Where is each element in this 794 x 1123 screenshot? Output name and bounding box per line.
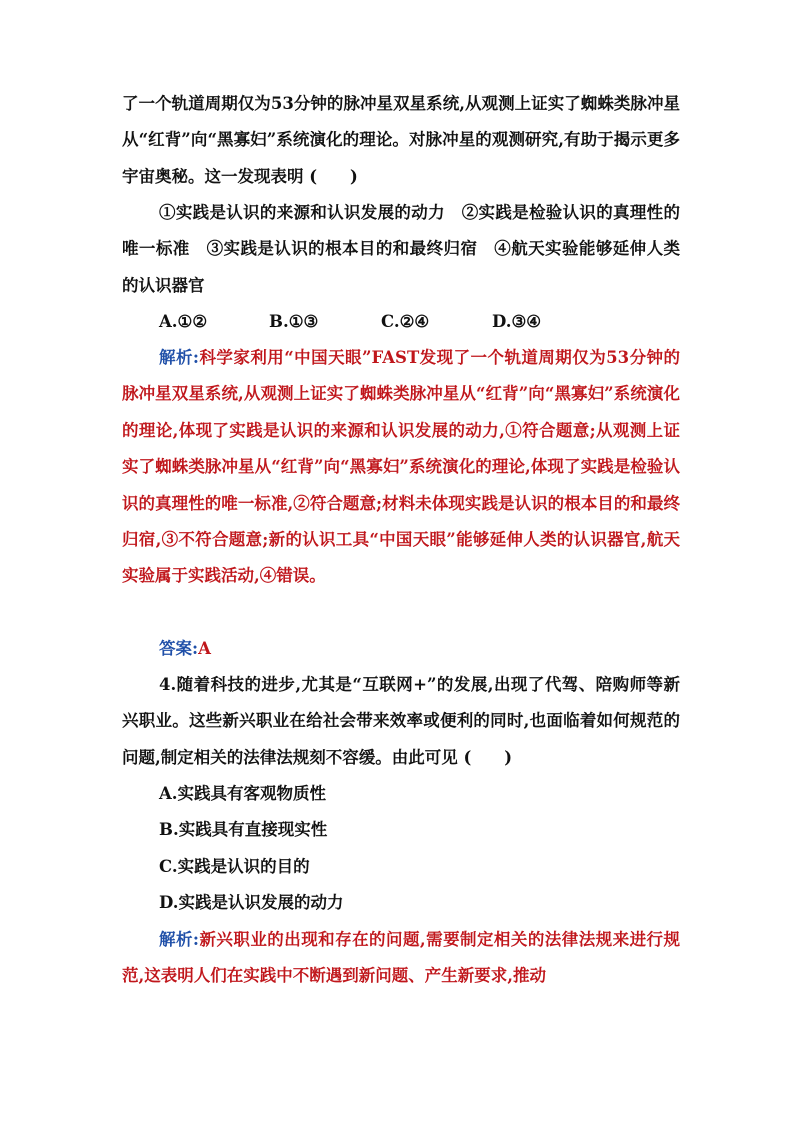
question-3-analysis-text: 科学家利用“中国天眼”FAST发现了一个轨道周期仅为53分钟的脉冲星双星系统,从观测上证实了蜘蛛类脉冲星从“红背”向“黑寡妇”系统演化的理论,体现了实践是认识的来源和认识发展的动力,①符合题意;从观测上证实了蜘蛛类脉冲星从“红背”向“黑寡妇”系统演化的理论,体现了实践是检验认识的真理性的唯一标准,②符合题意;材料未体现实践是认识的根本目的和最终归宿,③不符合题意;新的认识工具“中国天眼”能够延伸人类的认识器官,航天实验属于实践活动,④错误。 [122, 348, 680, 586]
question-4-choice-d: D.实践是认识发展的动力 [159, 893, 344, 913]
question-4-choices [122, 776, 680, 922]
question-4-stem [122, 667, 680, 776]
question-3-analysis [122, 340, 680, 595]
question-3-answer-value: A [198, 639, 211, 658]
question-4-choice-c: C.实践是认识的目的 [159, 856, 310, 876]
question-4-analysis-label: 解析: [159, 930, 200, 949]
analysis-indent [122, 348, 159, 367]
question-3-statements-text: ①实践是认识的来源和认识发展的动力 ②实践是检验认识的真理性的唯一标准 ③实践是认识的根本目的和最终归宿 ④航天实验能够延伸人类的认识器官 [122, 203, 680, 295]
question-4-stem-text: 4.随着科技的进步,尤其是“互联网+”的发展,出现了代驾、陪购师等新兴职业。这些新兴职业在给社会带来效率或便利的同时,也面临着如何规范的问题,制定相关的法律法规刻不容缓。由此可见 ( ) [122, 675, 680, 767]
question-3-choice-c: C.②④ [381, 312, 430, 331]
question-3-choice-a: A.①② [159, 312, 208, 331]
question-3-analysis-label: 解析: [159, 348, 199, 367]
question-4-choice-a: A.实践具有客观物质性 [159, 784, 327, 803]
question-3-choice-d: D.③④ [492, 312, 542, 331]
question-3-choices [122, 304, 680, 340]
question-3-answer [122, 631, 680, 667]
question-3-answer-label: 答案: [159, 639, 199, 658]
question-4-analysis [122, 922, 680, 995]
analysis-indent [122, 930, 159, 949]
question-3-statements [122, 195, 680, 304]
question-3-choice-row [122, 304, 680, 340]
question-4-analysis-text: 新兴职业的出现和存在的问题,需要制定相关的法律法规来进行规范,这表明人们在实践中不断遇到新问题、产生新要求,推动 [122, 930, 681, 986]
question-3-stem-text: 了一个轨道周期仅为53分钟的脉冲星双星系统,从观测上证实了蜘蛛类脉冲星从“红背”向“黑寡妇”系统演化的理论。对脉冲星的观测研究,有助于揭示更多宇宙奥秘。这一发现表明 ( ) [122, 94, 680, 186]
question-4-choice-b: B.实践具有直接现实性 [159, 820, 328, 840]
question-3-choice-b: B.①③ [269, 312, 319, 331]
question-3-answer-row [122, 631, 680, 667]
question-3-stem [122, 86, 680, 195]
